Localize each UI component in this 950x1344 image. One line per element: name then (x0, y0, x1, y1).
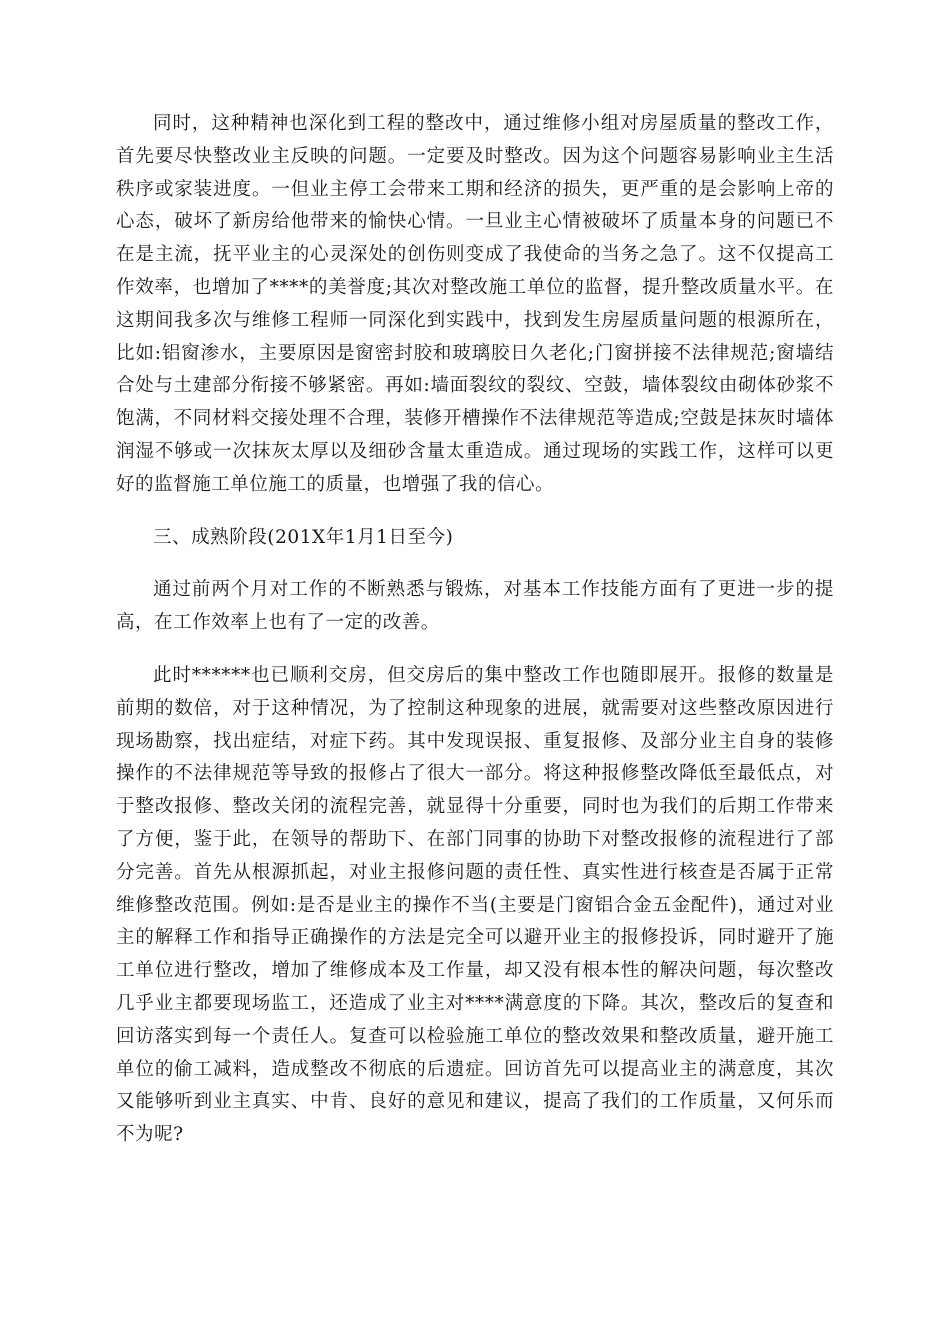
paragraph-handover-rectification: 此时******也已顺利交房，但交房后的集中整改工作也随即展开。报修的数量是前期的数倍，对于这种情况，为了控制这种现象的进展，就需要对这些整改原因进行现场勘察，找出症结，对症下药。其中发现误报、重复报修、及部分业主自身的装修操作的不法律规范等导致的报修占了很大一部分。将这种报修整改降低至最低点，对于整改报修、整改关闭的流程完善，就显得十分重要，同时也为我们的后期工作带来了方便，鉴于此，在领导的帮助下、在部门同事的协助下对整改报修的流程进行了部分完善。首先从根源抓起，对业主报修问题的责任性、真实性进行核查是否属于正常维修整改范围。例如:是否是业主的操作不当(主要是门窗铝合金五金配件)，通过对业主的解释工作和指导正确操作的方法是完全可以避开业主的报修投诉，同时避开了施工单位进行整改，增加了维修成本及工作量，却又没有根本性的解决问题，每次整改几乎业主都要现场监工，还造成了业主对****满意度的下降。其次，整改后的复查和回访落实到每一个责任人。复查可以检验施工单位的整改效果和整改质量，避开施工单位的偷工减料，造成整改不彻底的后遗症。回访首先可以提高业主的满意度，其次又能够听到业主真实、中肯、良好的意见和建议，提高了我们的工作质量，又何乐而不为呢? (116, 664, 834, 1146)
paragraph-skill-improvement: 通过前两个月对工作的不断熟悉与锻炼，对基本工作技能方面有了更进一步的提高，在工作效率上也有了一定的改善。 (116, 579, 834, 634)
document-page (116, 108, 834, 1152)
paragraph-rectification-work: 同时，这种精神也深化到工程的整改中，通过维修小组对房屋质量的整改工作，首先要尽快整改业主反映的问题。一定要及时整改。因为这个问题容易影响业主生活秩序或家装进度。一但业主停工会带来工期和经济的损失，更严重的是会影响上帝的心态，破坏了新房给他带来的愉快心情。一旦业主心情被破坏了质量本身的问题已不在是主流，抚平业主的心灵深处的创伤则变成了我使命的当务之急了。这不仅提高工作效率，也增加了****的美誉度;其次对整改施工单位的监督，提升整改质量水平。在这期间我多次与维修工程师一同深化到实践中，找到发生房屋质量问题的根源所在，比如:铝窗渗水，主要原因是窗密封胶和玻璃胶日久老化;门窗拼接不法律规范;窗墙结合处与土建部分衔接不够紧密。再如:墙面裂纹的裂纹、空鼓，墙体裂纹由砌体砂浆不饱满，不同材料交接处理不合理，装修开槽操作不法律规范等造成;空鼓是抹灰时墙体润湿不够或一次抹灰太厚以及细砂含量太重造成。通过现场的实践工作，这样可以更好的监督施工单位施工的质量，也增强了我的信心。 (116, 113, 834, 495)
section-heading-mature-stage: 三、成熟阶段(201X年1月1日至今) (153, 526, 454, 548)
